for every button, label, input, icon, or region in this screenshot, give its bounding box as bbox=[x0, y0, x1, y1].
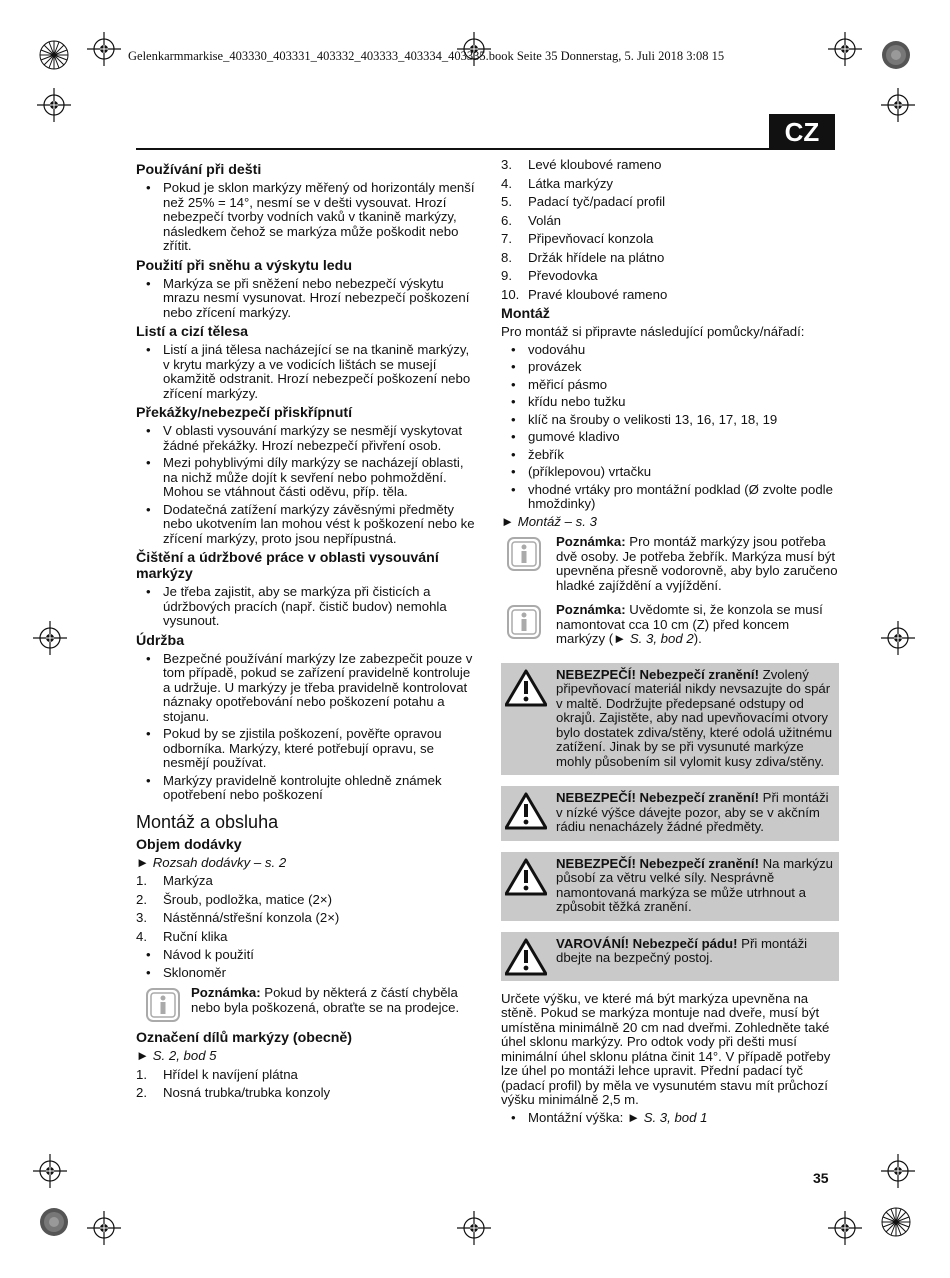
info-icon bbox=[507, 537, 541, 571]
arrow-right-icon: ► bbox=[626, 1109, 641, 1125]
note-text: Uvědomte si, že konzola se musí namontovat cca 10 cm (Z) před koncem markýzy ( bbox=[556, 602, 823, 646]
info-icon bbox=[507, 605, 541, 639]
info-icon bbox=[146, 988, 180, 1022]
list-item: • klíč na šrouby o velikosti 13, 16, 17, 18, 19 bbox=[501, 413, 839, 428]
scope-note bbox=[136, 986, 476, 1020]
reference-text: S. 3, bod 1 bbox=[643, 1109, 708, 1125]
scope-list bbox=[136, 874, 476, 944]
cleaning-list bbox=[136, 585, 476, 629]
warning-triangle-icon bbox=[505, 669, 547, 707]
list-item: • Markýza se při sněžení nebo nebezpečí výskytu mrazu nesmí vysunovat. Hrozí nebezpečí poškození nebo zřícení markýzy. bbox=[136, 277, 476, 321]
print-header: Gelenkarmmarkise_403330_403331_403332_403333_403334_403335.book Seite 35 Donnerstag, 5. Juli 2018 3:08 15 bbox=[128, 49, 725, 63]
list-item: 4. Ruční klika bbox=[136, 928, 228, 944]
list-item: 3. Nástěnná/střešní konzola (2×) bbox=[136, 910, 340, 925]
danger-box-wind bbox=[501, 852, 839, 921]
list-item: 10. Pravé kloubové rameno bbox=[501, 286, 668, 302]
height-list bbox=[501, 1111, 839, 1126]
list-item: 7. Připevňovací konzola bbox=[501, 231, 654, 246]
list-item: • Pokud by se zjistila poškození, pověřte opravou odborníka. Markýzy, které potřebují opravu, se nesmějí používat. bbox=[136, 727, 476, 771]
list-item: • gumové kladivo bbox=[501, 430, 839, 445]
danger-box-masonry bbox=[501, 663, 839, 776]
arrow-right-icon: ► bbox=[136, 854, 150, 870]
section-heading: Montáž a obsluha bbox=[136, 811, 279, 832]
rain-list bbox=[136, 181, 476, 254]
list-item: • Montážní výška: ► S. 3, bod 1 bbox=[501, 1111, 839, 1126]
danger-box-height bbox=[501, 786, 839, 841]
list-item: 1. Hřídel k navíjení plátna bbox=[136, 1066, 298, 1082]
tools-list bbox=[501, 343, 839, 512]
warning-label: NEBEZPEČÍ! Nebezpečí zranění! bbox=[556, 790, 759, 805]
reference-text: S. 2, bod 5 bbox=[152, 1048, 217, 1063]
height-paragraph: Určete výšku, ve které má být markýza upevněna na stěně. Pokud se markýza montuje nad dveře, musí být umístěna minimálně 20 cm nad dveřmi. Zohledněte také úhel sklonu markýzy. Pro odtok vody při dešti musí minimální úhel sklonu plátna činit 14°. V případě potřeby lze úhel po montáži lehce upravit. Přední padací tyč (padací profil) by měla ve vysunutém stavu mít průchozí výšku minimálně 2,5 m. bbox=[501, 990, 831, 1107]
list-item: 1. Markýza bbox=[136, 873, 213, 888]
reference-text: Montáž – s. 3 bbox=[517, 513, 597, 529]
list-item: 2. Šroub, podložka, matice (2×) bbox=[136, 891, 332, 907]
list-item: • Sklonoměr bbox=[136, 966, 476, 981]
list-item: 6. Volán bbox=[501, 212, 562, 228]
arrow-right-icon: ► bbox=[501, 513, 515, 529]
list-item: 5. Padací tyč/padací profil bbox=[501, 194, 666, 209]
warning-text: Při montáži dbejte na bezpečný postoj. bbox=[556, 935, 808, 965]
list-item: • vhodné vrtáky pro montážní podklad (Ø zvolte podle hmoždinky) bbox=[501, 483, 839, 512]
list-item: • Dodatečná zatížení markýzy závěsnými předměty nebo ukotvením lan mohou vést k poškození nebo ke zřícení markýzy, proto jsou nepřípustná. bbox=[136, 503, 476, 547]
rain-heading: Používání při dešti bbox=[136, 162, 262, 178]
maintenance-list bbox=[136, 652, 476, 803]
arrow-right-icon: ► bbox=[136, 1048, 150, 1063]
language-tab: CZ bbox=[769, 114, 835, 150]
list-item: 4. Látka markýzy bbox=[501, 175, 614, 191]
note-text: Pro montáž markýzy jsou potřeba dvě osoby. Je potřeba žebřík. Markýza musí být upevněna přesně vodorovně, aby bylo zaručeno hladké zajíždění a vyjíždění. bbox=[556, 534, 838, 593]
mount-note-persons bbox=[501, 535, 839, 593]
warning-label: NEBEZPEČÍ! Nebezpečí zranění! bbox=[556, 855, 759, 871]
warning-label: VAROVÁNÍ! Nebezpečí pádu! bbox=[556, 935, 738, 951]
snow-list bbox=[136, 277, 476, 321]
warning-triangle-icon bbox=[505, 792, 547, 830]
leaves-heading: Listí a cizí tělesa bbox=[136, 324, 248, 340]
warning-triangle-icon bbox=[505, 858, 547, 896]
obstacles-heading: Překážky/nebezpečí přiskřípnutí bbox=[136, 405, 353, 421]
list-item: 3. Levé kloubové rameno bbox=[501, 157, 662, 172]
arrow-right-icon: ► bbox=[613, 631, 627, 646]
parts-list bbox=[136, 1068, 476, 1101]
list-item: • (příklepovou) vrtačku bbox=[501, 465, 839, 480]
note-label: Poznámka: bbox=[556, 534, 626, 549]
list-item: • V oblasti vysouvání markýzy se nesmějí vyskytovat žádné překážky. Hrozí nebezpečí přivření osob. bbox=[136, 424, 476, 453]
leaves-list bbox=[136, 343, 476, 401]
page-number: 35 bbox=[813, 1170, 829, 1186]
reference-text: S. 3, bod 2 bbox=[629, 631, 694, 646]
list-item: • měřicí pásmo bbox=[501, 378, 839, 393]
left-column bbox=[136, 158, 476, 1105]
warning-text: Na markýzu působí za větru velké síly. Nesprávně namontovaná markýza se může utrhnout a způsobit těžká zranění. bbox=[556, 855, 834, 914]
reference-text: Rozsah dodávky – s. 2 bbox=[152, 854, 287, 870]
warning-text: Při montáži v nízké výšce dávejte pozor, aby se v akčním rádiu nenacházely žádné předměty. bbox=[556, 790, 829, 834]
scope-bullets bbox=[136, 948, 476, 980]
parts-heading: Označení dílů markýzy (obecně) bbox=[136, 1030, 353, 1046]
warning-text: Zvolený připevňovací materiál nikdy nevsazujte do spár v maltě. Dodržujte předepsané odstupy od okrajů. Zajistěte, aby nad upevňovacími otvory bylo dostatek zdiva/stěny, které odolá užitnému zatížení. Jinak by se při vysunuté markýze mohly působením sil vylomit kusy zdiva/stěny. bbox=[556, 666, 833, 769]
maintenance-heading: Údržba bbox=[136, 632, 185, 649]
note-text: Pokud by některá z částí chyběla nebo byla poškozená, obraťte se na prodejce. bbox=[191, 985, 460, 1015]
header-rule bbox=[136, 148, 772, 150]
list-item: • vodováhu bbox=[501, 343, 839, 358]
list-item: • Je třeba zajistit, aby se markýza při čisticích a údržbových pracích (např. čistič budov) nemohla vysunout. bbox=[136, 585, 476, 629]
cleaning-heading: Čištění a údržbové práce v oblasti vysouvání markýzy bbox=[136, 550, 439, 582]
obstacles-list bbox=[136, 424, 476, 546]
list-item: • Návod k použití bbox=[136, 948, 476, 963]
scope-heading: Objem dodávky bbox=[136, 836, 242, 853]
right-column bbox=[501, 158, 839, 1128]
list-item: • Pokud je sklon markýzy měřený od horizontály menší než 25% = 14°, nesmí se v dešti vysouvat. Hrozí nebezpečí tvorby vodních vaků v tkanině markýzy, následkem čehož se markýza může poškodit nebo zřítit. bbox=[136, 181, 476, 254]
warning-triangle-icon bbox=[505, 938, 547, 976]
list-item: 8. Držák hřídele na plátno bbox=[501, 249, 665, 265]
mount-heading: Montáž bbox=[501, 306, 550, 322]
list-item: • Listí a jiná tělesa nacházející se na tkanině markýzy, v krytu markýzy a ve vodicích lištách se musejí okamžitě odstranit. Hrozí nebezpečí poškození nebo zřícení markýzy. bbox=[136, 343, 476, 401]
list-item: • Mezi pohyblivými díly markýzy se nacházejí oblasti, na nichž může dojít k sevření nebo pohmoždění. Mohou se vtáhnout části oděvu, příp. těla. bbox=[136, 456, 476, 500]
list-item: • křídu nebo tužku bbox=[501, 395, 839, 410]
list-item: 9. Převodovka bbox=[501, 268, 598, 283]
snow-heading: Použití při sněhu a výskytu ledu bbox=[136, 257, 353, 274]
mount-reference bbox=[501, 515, 839, 530]
list-item: • provázek bbox=[501, 360, 839, 375]
list-item: • žebřík bbox=[501, 448, 839, 463]
warning-label: NEBEZPEČÍ! Nebezpečí zranění! bbox=[556, 666, 759, 682]
note-label: Poznámka: bbox=[191, 985, 261, 1000]
note-text-end: ). bbox=[693, 631, 702, 646]
list-item: • Markýzy pravidelně kontrolujte ohledně známek opotřebení nebo poškození bbox=[136, 774, 476, 803]
warning-box-fall bbox=[501, 932, 839, 981]
parts-reference bbox=[136, 1049, 476, 1064]
list-item: • Bezpečné používání markýzy lze zabezpečit pouze v tom případě, pokud se zařízení pravidelně kontroluje a udržuje. U markýzy je třeba pravidelně kontrolovat náznaky opotřebování nebo poškození potahu a stojanu. bbox=[136, 652, 476, 725]
mount-intro: Pro montáž si připravte následující pomůcky/nářadí: bbox=[501, 324, 805, 339]
scope-reference bbox=[136, 856, 476, 871]
note-label: Poznámka: bbox=[556, 602, 626, 617]
parts-list-continued bbox=[501, 158, 839, 302]
list-item: 2. Nosná trubka/trubka konzoly bbox=[136, 1085, 331, 1100]
mount-note-bracket bbox=[501, 603, 839, 647]
